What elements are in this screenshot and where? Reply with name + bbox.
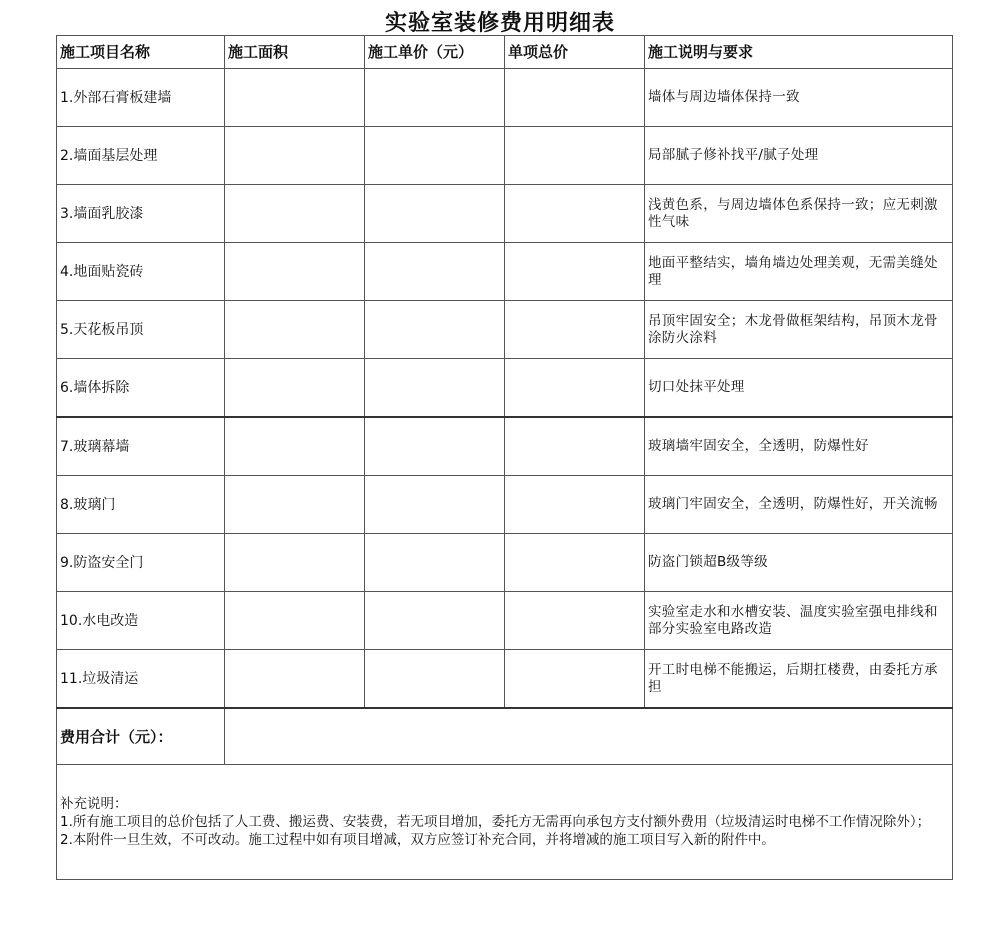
item-total-cell[interactable]	[505, 650, 645, 709]
description-cell[interactable]: 玻璃门牢固安全，全透明，防爆性好，开关流畅	[645, 476, 953, 534]
item-total-cell[interactable]	[505, 476, 645, 534]
area-cell[interactable]	[225, 127, 365, 185]
item-name-cell[interactable]: 6.墙体拆除	[57, 359, 225, 418]
cost-detail-table	[56, 35, 953, 880]
notes-row	[57, 765, 953, 880]
description-cell[interactable]: 玻璃墙牢固安全，全透明，防爆性好	[645, 417, 953, 476]
item-name-cell[interactable]: 4.地面贴瓷砖	[57, 243, 225, 301]
area-cell[interactable]	[225, 534, 365, 592]
item-name-cell[interactable]: 5.天花板吊顶	[57, 301, 225, 359]
area-cell[interactable]	[225, 185, 365, 243]
unit-price-cell[interactable]	[365, 359, 505, 418]
item-name-cell[interactable]: 8.玻璃门	[57, 476, 225, 534]
item-name-cell[interactable]: 1.外部石膏板建墙	[57, 69, 225, 127]
header-description: 施工说明与要求	[645, 36, 953, 69]
item-name-cell[interactable]: 9.防盗安全门	[57, 534, 225, 592]
item-name-cell[interactable]: 11.垃圾清运	[57, 650, 225, 709]
description-cell[interactable]: 防盗门锁超B级等级	[645, 534, 953, 592]
item-name-cell[interactable]: 3.墙面乳胶漆	[57, 185, 225, 243]
description-cell[interactable]: 局部腻子修补找平/腻子处理	[645, 127, 953, 185]
area-cell[interactable]	[225, 650, 365, 709]
area-cell[interactable]	[225, 476, 365, 534]
unit-price-cell[interactable]	[365, 301, 505, 359]
table-row	[57, 127, 953, 185]
header-item-name: 施工项目名称	[57, 36, 225, 69]
description-cell[interactable]: 切口处抹平处理	[645, 359, 953, 418]
unit-price-cell[interactable]	[365, 476, 505, 534]
item-total-cell[interactable]	[505, 359, 645, 418]
total-row	[57, 708, 953, 765]
unit-price-cell[interactable]	[365, 417, 505, 476]
note-line-2: 2.本附件一旦生效，不可改动。施工过程中如有项目增减，双方应签订补充合同，并将增减的施工项目写入新的附件中。	[60, 832, 775, 848]
total-label: 费用合计（元）：	[57, 708, 225, 765]
item-total-cell[interactable]	[505, 127, 645, 185]
table-row	[57, 301, 953, 359]
item-name-cell[interactable]: 2.墙面基层处理	[57, 127, 225, 185]
unit-price-cell[interactable]	[365, 127, 505, 185]
description-cell[interactable]: 开工时电梯不能搬运，后期扛楼费，由委托方承担	[645, 650, 953, 709]
description-cell[interactable]: 吊顶牢固安全；木龙骨做框架结构，吊顶木龙骨涂防火涂料	[645, 301, 953, 359]
item-name-cell[interactable]: 7.玻璃幕墙	[57, 417, 225, 476]
unit-price-cell[interactable]	[365, 185, 505, 243]
table-row	[57, 476, 953, 534]
area-cell[interactable]	[225, 243, 365, 301]
unit-price-cell[interactable]	[365, 69, 505, 127]
unit-price-cell[interactable]	[365, 534, 505, 592]
table-row	[57, 185, 953, 243]
table-row	[57, 69, 953, 127]
item-total-cell[interactable]	[505, 69, 645, 127]
area-cell[interactable]	[225, 301, 365, 359]
item-total-cell[interactable]	[505, 243, 645, 301]
note-line-1: 1.所有施工项目的总价包括了人工费、搬运费、安装费，若无项目增加，委托方无需再向承包方支付额外费用（垃圾清运时电梯不工作情况除外）；	[60, 814, 931, 830]
description-cell[interactable]: 墙体与周边墙体保持一致	[645, 69, 953, 127]
table-row	[57, 243, 953, 301]
area-cell[interactable]	[225, 592, 365, 650]
area-cell[interactable]	[225, 417, 365, 476]
item-name-cell[interactable]: 10.水电改造	[57, 592, 225, 650]
item-total-cell[interactable]	[505, 534, 645, 592]
description-cell[interactable]: 地面平整结实，墙角墙边处理美观，无需美缝处理	[645, 243, 953, 301]
table-row	[57, 592, 953, 650]
item-total-cell[interactable]	[505, 417, 645, 476]
area-cell[interactable]	[225, 359, 365, 418]
table-row	[57, 650, 953, 709]
document-title: 实验室装修费用明细表	[384, 10, 615, 36]
item-total-cell[interactable]	[505, 185, 645, 243]
unit-price-cell[interactable]	[365, 650, 505, 709]
header-item-total: 单项总价	[505, 36, 645, 69]
table-header-row	[57, 36, 953, 69]
total-value-cell[interactable]	[225, 708, 953, 765]
area-cell[interactable]	[225, 69, 365, 127]
notes-cell	[57, 765, 953, 880]
table-row	[57, 359, 953, 418]
table-row	[57, 417, 953, 476]
header-area: 施工面积	[225, 36, 365, 69]
description-cell[interactable]: 浅黄色系，与周边墙体色系保持一致；应无刺激性气味	[645, 185, 953, 243]
unit-price-cell[interactable]	[365, 592, 505, 650]
description-cell[interactable]: 实验室走水和水槽安装、温度实验室强电排线和部分实验室电路改造	[645, 592, 953, 650]
table-row	[57, 534, 953, 592]
header-unit-price: 施工单价（元）	[365, 36, 505, 69]
unit-price-cell[interactable]	[365, 243, 505, 301]
item-total-cell[interactable]	[505, 301, 645, 359]
notes-heading: 补充说明：	[60, 796, 128, 812]
item-total-cell[interactable]	[505, 592, 645, 650]
